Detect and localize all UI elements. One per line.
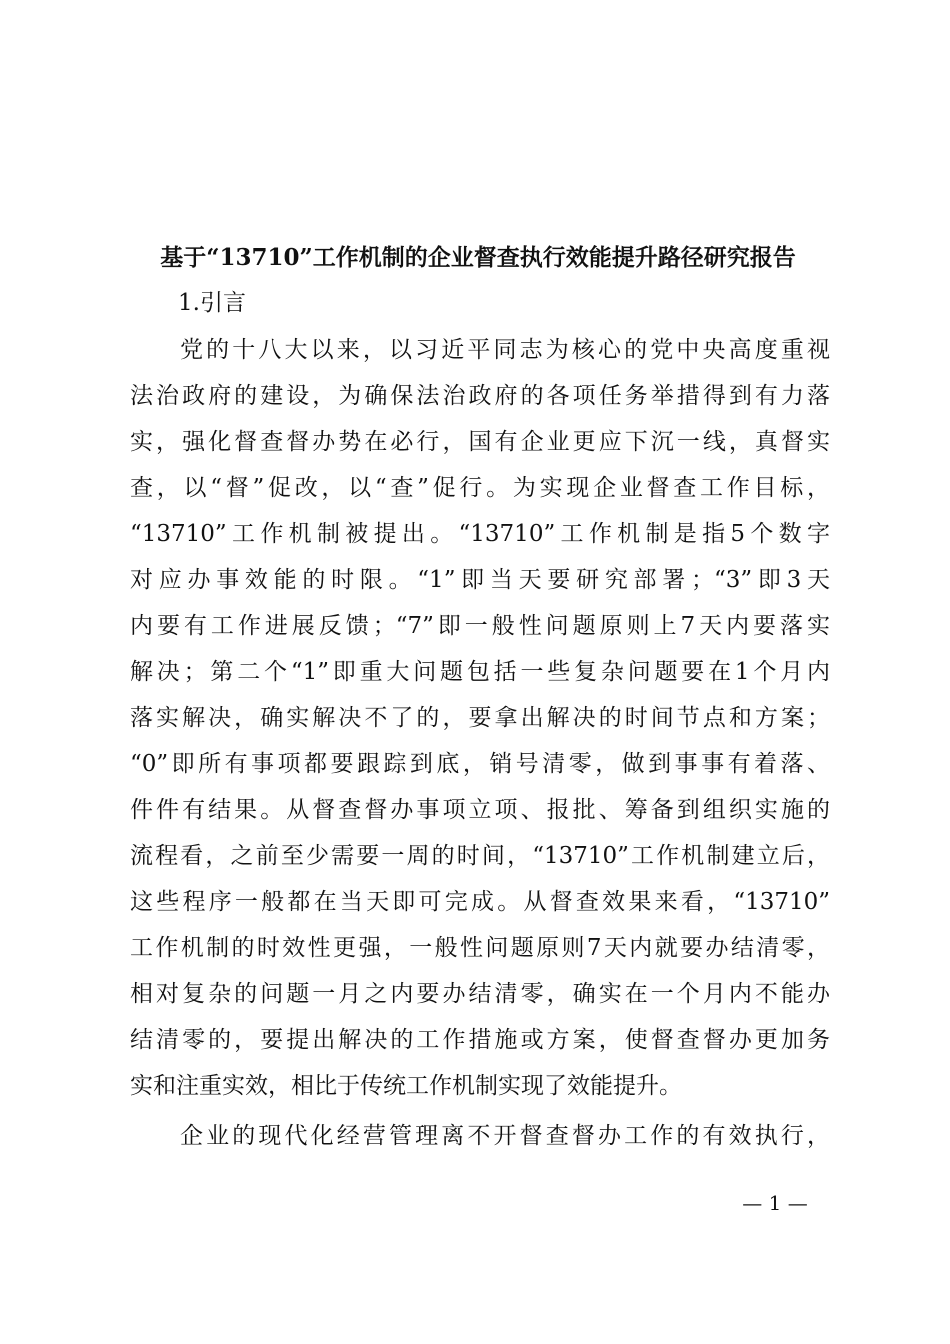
paragraph-line: 法治政府的建设，为确保法治政府的各项任务举措得到有力落 — [130, 383, 830, 409]
paragraph-line: 流程看，之前至少需要一周的时间，“13710”工作机制建立后， — [130, 843, 830, 869]
paragraph-line: 这些程序一般都在当天即可完成。从督查效果来看，“13710” — [130, 889, 830, 915]
paragraph-line: 查，以“督”促改，以“查”促行。为实现企业督查工作目标， — [130, 475, 830, 501]
paragraph-line: 工作机制的时效性更强，一般性问题原则7天内就要办结清零， — [130, 935, 830, 961]
paragraph-line: 解决；第二个“1”即重大问题包括一些复杂问题要在1个月内 — [130, 659, 830, 685]
paragraph-line: 件件有结果。从督查督办事项立项、报批、筹备到组织实施的 — [130, 797, 830, 823]
page-number: — 1 — — [742, 1191, 808, 1215]
paragraph-line: 实，强化督查督办势在必行，国有企业更应下沉一线，真督实 — [130, 429, 830, 455]
paragraph-line: 企业的现代化经营管理离不开督查督办工作的有效执行， — [180, 1123, 830, 1149]
paragraph-2 — [130, 1113, 830, 1159]
section-heading: 1.引言 — [178, 290, 246, 316]
paragraph-line: 落实解决，确实解决不了的，要拿出解决的时间节点和方案； — [130, 705, 830, 731]
paragraph-1 — [130, 327, 830, 1109]
paragraph-line: 实和注重实效，相比于传统工作机制实现了效能提升。 — [130, 1073, 682, 1099]
paragraph-line: 结清零的，要提出解决的工作措施或方案，使督查督办更加务 — [130, 1027, 830, 1053]
paragraph-line: 相对复杂的问题一月之内要办结清零，确实在一个月内不能办 — [130, 981, 830, 1007]
paragraph-line: “13710”工作机制被提出。“13710”工作机制是指5个数字 — [130, 521, 830, 547]
document-title: 基于“13710”工作机制的企业督查执行效能提升路径研究报告 — [160, 244, 796, 271]
paragraph-line: “0”即所有事项都要跟踪到底，销号清零，做到事事有着落、 — [130, 751, 830, 777]
paragraph-line: 对应办事效能的时限。“1”即当天要研究部署；“3”即3天 — [130, 567, 830, 593]
paragraph-line: 党的十八大以来，以习近平同志为核心的党中央高度重视 — [180, 337, 830, 363]
body-text — [130, 327, 830, 1159]
paragraph-line: 内要有工作进展反馈；“7”即一般性问题原则上7天内要落实 — [130, 613, 830, 639]
